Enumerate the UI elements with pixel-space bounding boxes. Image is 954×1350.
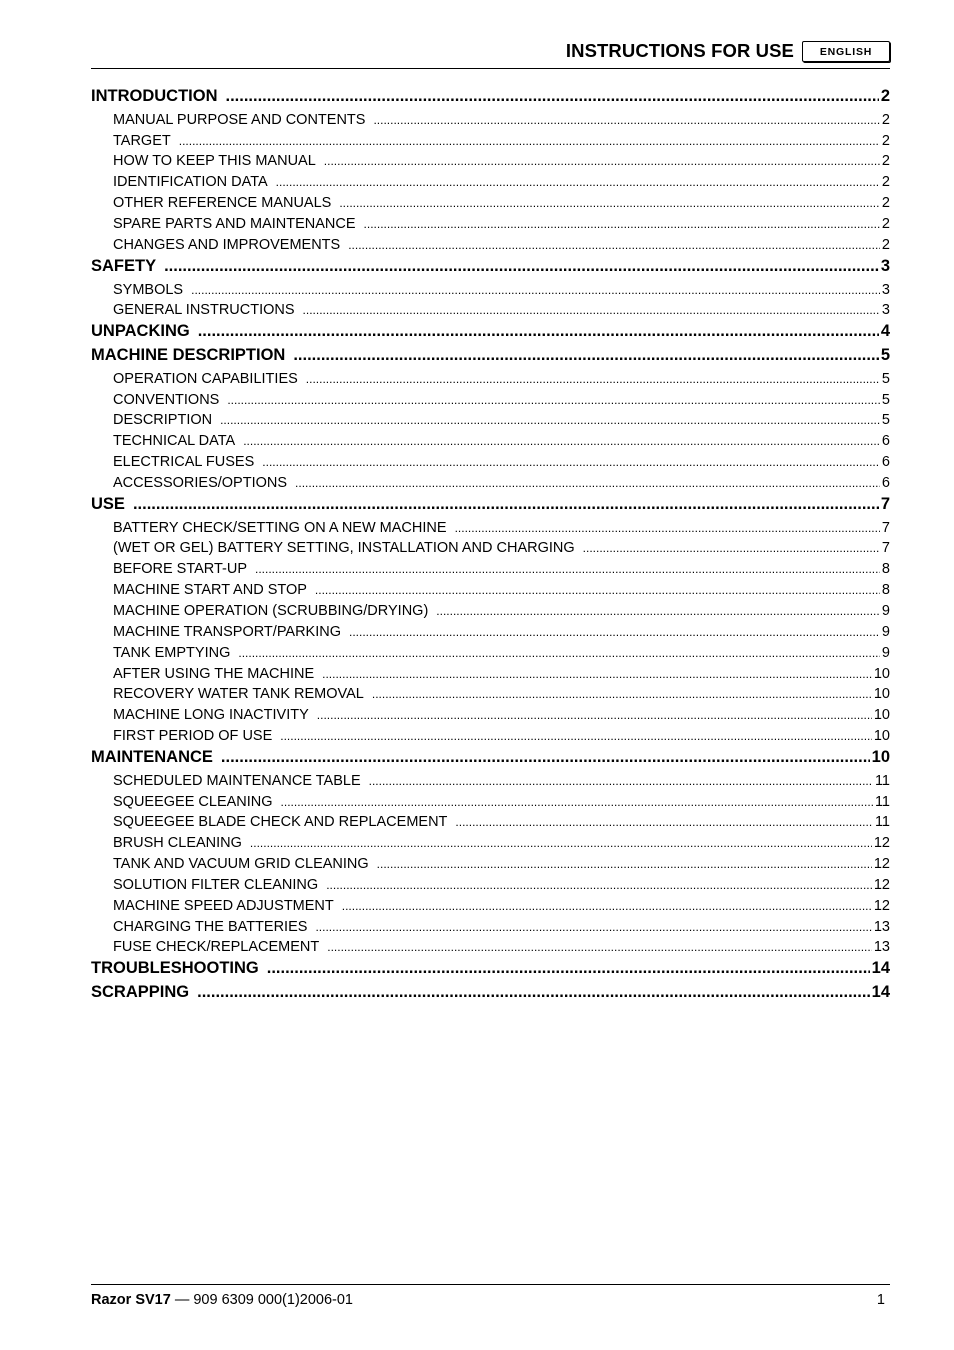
toc-subsection-entry [91, 792, 890, 813]
toc-dot-leader [306, 369, 880, 389]
toc-subsection-entry [91, 193, 890, 214]
toc-subsection-entry [91, 643, 890, 664]
toc-page-number: 13 [873, 939, 890, 956]
toc-dot-leader [324, 151, 880, 171]
toc-dot-leader [315, 580, 880, 600]
toc-entry-label: MACHINE OPERATION (SCRUBBING/DRYING) [113, 603, 429, 620]
toc-dot-leader [583, 538, 880, 558]
document-title: INSTRUCTIONS FOR USE [565, 40, 794, 61]
toc-subsection-entry [91, 580, 890, 601]
toc-entry-label: CHARGING THE BATTERIES [113, 918, 308, 935]
toc-page-number: 10 [873, 686, 890, 703]
toc-dot-leader [221, 747, 870, 767]
toc-entry-label: SCRAPPING [91, 983, 190, 1002]
language-badge: ENGLISH [802, 41, 890, 62]
toc-page-number: 5 [881, 391, 890, 408]
toc-page-number: 10 [873, 728, 890, 745]
toc-entry-label: SAFETY [91, 256, 157, 275]
toc-dot-leader [342, 896, 872, 916]
toc-subsection-entry [91, 172, 890, 193]
toc-entry-label: TANK EMPTYING [113, 644, 231, 661]
toc-dot-leader [372, 684, 872, 704]
toc-section-entry [91, 321, 890, 345]
toc-section-entry [91, 747, 890, 771]
toc-page-number: 6 [881, 475, 890, 491]
toc-page-number: 2 [881, 236, 890, 253]
toc-subsection-entry [91, 538, 890, 559]
toc-entry-label: MACHINE SPEED ADJUSTMENT [113, 897, 334, 914]
toc-page-number: 2 [881, 111, 890, 128]
toc-entry-label: MACHINE LONG INACTIVITY [113, 707, 309, 724]
toc-page-number: 12 [873, 835, 890, 852]
toc-dot-leader [179, 131, 880, 151]
toc-subsection-entry [91, 771, 890, 792]
toc-entry-label: (WET OR GEL) BATTERY SETTING, INSTALLATION AND CHARGING [113, 540, 575, 557]
toc-entry-label: HOW TO KEEP THIS MANUAL [113, 153, 316, 170]
toc-page-number: 11 [874, 814, 890, 831]
toc-page-number: 9 [881, 603, 890, 620]
toc-section-entry [91, 982, 890, 1006]
toc-dot-leader [295, 473, 880, 493]
toc-entry-label: MANUAL PURPOSE AND CONTENTS [113, 111, 366, 128]
toc-section-entry [91, 86, 890, 110]
page-header [91, 38, 890, 69]
toc-entry-label: SCHEDULED MAINTENANCE TABLE [113, 772, 361, 789]
toc-subsection-entry [91, 812, 890, 833]
toc-subsection-entry [91, 875, 890, 896]
toc-page-number: 14 [871, 959, 890, 978]
toc-subsection-entry [91, 390, 890, 411]
toc-entry-label: ELECTRICAL FUSES [113, 454, 255, 471]
toc-subsection-entry [91, 559, 890, 580]
toc-entry-label: USE [91, 494, 125, 513]
toc-entry-label: TROUBLESHOOTING [91, 959, 259, 978]
toc-dot-leader [326, 875, 872, 895]
toc-section-entry [91, 345, 890, 369]
toc-section-entry [91, 256, 890, 280]
toc-page-number: 3 [881, 302, 890, 319]
toc-page-number: 5 [881, 412, 890, 429]
toc-dot-leader [369, 771, 873, 791]
toc-page-number: 9 [881, 623, 890, 640]
toc-dot-leader [226, 86, 879, 106]
toc-subsection-entry [91, 280, 890, 301]
toc-dot-leader [191, 280, 880, 300]
toc-dot-leader [377, 854, 872, 874]
toc-page-number: 12 [873, 856, 890, 873]
toc-subsection-entry [91, 896, 890, 917]
toc-entry-label: INTRODUCTION [91, 87, 218, 105]
toc-page-number: 6 [881, 433, 890, 450]
toc-dot-leader [198, 321, 879, 341]
toc-entry-label: RECOVERY WATER TANK REMOVAL [113, 686, 364, 703]
toc-subsection-entry [91, 473, 890, 494]
toc-page-number: 2 [881, 216, 890, 233]
toc-entry-label: OPERATION CAPABILITIES [113, 370, 298, 387]
toc-dot-leader [293, 345, 878, 365]
toc-subsection-entry [91, 410, 890, 431]
toc-page-number: 14 [871, 983, 890, 1002]
toc-entry-label: BATTERY CHECK/SETTING ON A NEW MACHINE [113, 519, 447, 536]
toc-entry-label: SQUEEGEE BLADE CHECK AND REPLACEMENT [113, 814, 448, 831]
toc-entry-label: CHANGES AND IMPROVEMENTS [113, 236, 341, 253]
toc-entry-label: MACHINE START AND STOP [113, 582, 307, 599]
toc-page-number: 7 [881, 540, 890, 557]
toc-page-number: 9 [881, 644, 890, 661]
toc-dot-leader [227, 390, 880, 410]
footer-model-name: Razor SV17 [91, 1292, 171, 1308]
toc-page-number: 5 [880, 345, 890, 364]
toc-entry-label: SPARE PARTS AND MAINTENANCE [113, 216, 356, 233]
toc-page-number: 3 [881, 281, 890, 298]
toc-entry-label: AFTER USING THE MACHINE [113, 665, 315, 682]
toc-entry-label: SYMBOLS [113, 281, 184, 298]
toc-dot-leader [364, 214, 880, 234]
toc-dot-leader [373, 110, 879, 130]
toc-page-number: 3 [880, 256, 890, 275]
toc-page-number: 6 [881, 454, 890, 471]
toc-page-number: 12 [873, 897, 890, 914]
toc-dot-leader [322, 664, 872, 684]
toc-page-number: 7 [881, 519, 890, 536]
toc-dot-leader [267, 958, 870, 978]
toc-page-number: 10 [873, 707, 890, 724]
toc-dot-leader [280, 726, 872, 746]
toc-dot-leader [303, 300, 880, 320]
toc-subsection-entry [91, 131, 890, 152]
toc-dot-leader [164, 256, 879, 276]
toc-page-number: 2 [881, 132, 890, 149]
toc-entry-label: FIRST PERIOD OF USE [113, 728, 273, 745]
toc-dot-leader [255, 559, 880, 579]
toc-entry-label: TANK AND VACUUM GRID CLEANING [113, 856, 369, 873]
toc-page-number: 11 [874, 772, 890, 789]
toc-entry-label: SOLUTION FILTER CLEANING [113, 876, 319, 893]
toc-dot-leader [436, 601, 880, 621]
toc-entry-label: ACCESSORIES/OPTIONS [113, 475, 288, 491]
toc-page-number: 12 [873, 876, 890, 893]
toc-dot-leader [243, 431, 880, 451]
toc-subsection-entry [91, 235, 890, 256]
toc-entry-label: TARGET [113, 132, 171, 149]
toc-entry-label: SQUEEGEE CLEANING [113, 793, 273, 810]
toc-subsection-entry [91, 518, 890, 539]
toc-entry-label: MAINTENANCE [91, 747, 213, 766]
table-of-contents [91, 86, 890, 1006]
toc-page-number: 2 [881, 153, 890, 170]
toc-subsection-entry [91, 705, 890, 726]
toc-page-number: 8 [881, 582, 890, 599]
page-footer [91, 1284, 890, 1308]
toc-page-number: 2 [881, 195, 890, 212]
toc-entry-label: DESCRIPTION [113, 412, 213, 429]
toc-subsection-entry [91, 601, 890, 622]
toc-dot-leader [262, 452, 880, 472]
toc-page-number: 10 [873, 665, 890, 682]
toc-page-number: 10 [871, 747, 890, 766]
toc-dot-leader [348, 235, 880, 255]
toc-page-number: 2 [880, 87, 890, 105]
toc-dot-leader [133, 494, 879, 514]
toc-subsection-entry [91, 369, 890, 390]
toc-dot-leader [276, 172, 880, 192]
toc-page-number: 4 [880, 322, 890, 341]
toc-section-entry [91, 494, 890, 518]
toc-entry-label: BEFORE START-UP [113, 561, 248, 578]
toc-subsection-entry [91, 726, 890, 747]
toc-entry-label: IDENTIFICATION DATA [113, 174, 268, 191]
toc-dot-leader [349, 622, 880, 642]
toc-entry-label: MACHINE TRANSPORT/PARKING [113, 623, 342, 640]
toc-entry-label: CONVENTIONS [113, 391, 220, 408]
toc-dot-leader [238, 643, 880, 663]
toc-subsection-entry [91, 452, 890, 473]
toc-dot-leader [455, 812, 873, 832]
toc-page-number: 11 [874, 793, 890, 810]
toc-dot-leader [455, 518, 880, 538]
toc-subsection-entry [91, 833, 890, 854]
toc-section-entry [91, 958, 890, 982]
toc-subsection-entry [91, 431, 890, 452]
toc-entry-label: UNPACKING [91, 322, 190, 341]
toc-subsection-entry [91, 110, 890, 131]
toc-entry-label: TECHNICAL DATA [113, 433, 236, 450]
toc-page-number: 8 [881, 561, 890, 578]
toc-dot-leader [339, 193, 880, 213]
toc-entry-label: FUSE CHECK/REPLACEMENT [113, 939, 320, 956]
toc-dot-leader [317, 705, 872, 725]
toc-dot-leader [327, 937, 872, 957]
toc-subsection-entry [91, 214, 890, 235]
toc-subsection-entry [91, 854, 890, 875]
footer-page-number: 1 [876, 1292, 885, 1308]
toc-subsection-entry [91, 151, 890, 172]
toc-dot-leader [220, 410, 880, 430]
toc-page-number: 13 [873, 918, 890, 935]
toc-page-number: 5 [881, 370, 890, 387]
toc-page-number: 2 [881, 174, 890, 191]
toc-page-number: 7 [880, 494, 890, 513]
toc-subsection-entry [91, 684, 890, 705]
toc-subsection-entry [91, 622, 890, 643]
toc-entry-label: MACHINE DESCRIPTION [91, 345, 286, 364]
toc-entry-label: OTHER REFERENCE MANUALS [113, 195, 332, 212]
footer-document-code: — 909 6309 000(1)2006-01 [170, 1292, 353, 1308]
toc-subsection-entry [91, 917, 890, 938]
toc-dot-leader [197, 982, 870, 1002]
toc-dot-leader [250, 833, 872, 853]
toc-subsection-entry [91, 300, 890, 321]
toc-entry-label: BRUSH CLEANING [113, 835, 242, 852]
toc-dot-leader [315, 917, 871, 937]
toc-subsection-entry [91, 937, 890, 958]
toc-entry-label: GENERAL INSTRUCTIONS [113, 302, 295, 319]
toc-dot-leader [281, 792, 873, 812]
toc-subsection-entry [91, 664, 890, 685]
